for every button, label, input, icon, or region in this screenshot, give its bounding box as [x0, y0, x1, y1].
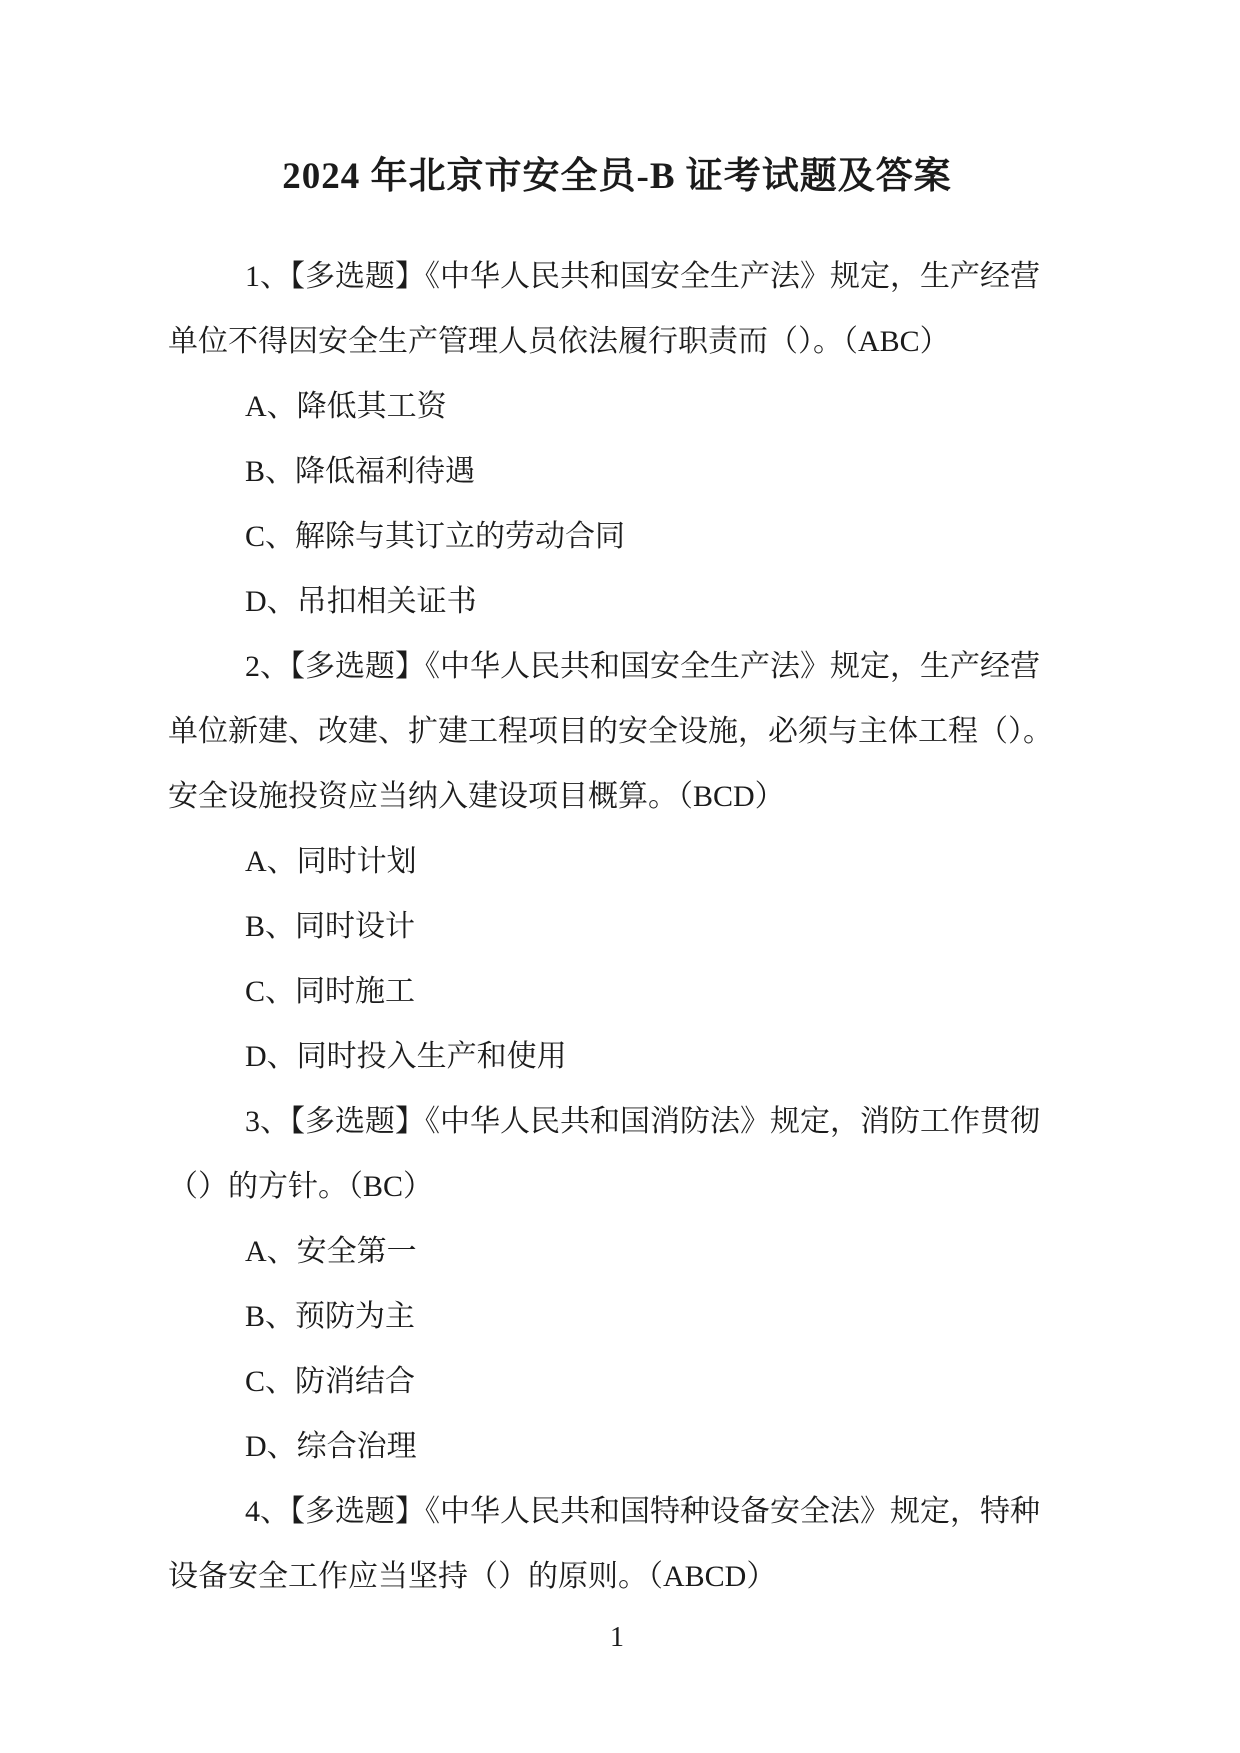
page-number: 1: [610, 1622, 624, 1653]
question-1-option-d: D、吊扣相关证书: [245, 585, 477, 618]
question-2-option-b: B、同时设计: [245, 910, 416, 943]
question-2-stem-line-2: 单位新建、改建、扩建工程项目的安全设施，必须与主体工程（）。: [168, 715, 1053, 748]
question-3-option-d: D、综合治理: [245, 1430, 417, 1463]
question-2-option-a: A、同时计划: [245, 845, 417, 878]
question-2-option-d: D、同时投入生产和使用: [245, 1040, 567, 1073]
question-3-option-b: B、预防为主: [245, 1300, 416, 1333]
question-1-option-c: C、解除与其订立的劳动合同: [245, 520, 626, 553]
question-4-stem-line-1: 4、【多选题】《中华人民共和国特种设备安全法》规定，特种: [245, 1495, 1040, 1528]
question-2-stem-line-3: 安全设施投资应当纳入建设项目概算。（BCD）: [168, 780, 785, 813]
question-2-stem-line-1: 2、【多选题】《中华人民共和国安全生产法》规定，生产经营: [245, 650, 1040, 683]
question-3: [168, 1089, 1066, 1479]
question-3-option-c: C、防消结合: [245, 1365, 416, 1398]
question-4: [168, 1479, 1066, 1609]
question-2: [168, 634, 1066, 1089]
question-1-option-a: A、降低其工资: [245, 390, 447, 423]
question-3-option-a: A、安全第一: [245, 1235, 417, 1268]
question-2-option-c: C、同时施工: [245, 975, 416, 1008]
question-1-option-b: B、降低福利待遇: [245, 455, 476, 488]
document-title: 2024 年北京市安全员-B 证考试题及答案: [282, 156, 952, 197]
question-1: [168, 244, 1066, 634]
question-4-stem-line-2: 设备安全工作应当坚持（）的原则。（ABCD）: [168, 1560, 777, 1593]
document-content: [0, 142, 1066, 1667]
question-1-stem-line-1: 1、【多选题】《中华人民共和国安全生产法》规定，生产经营: [245, 260, 1040, 293]
question-3-stem-line-2: （）的方针。（BC）: [168, 1170, 434, 1203]
question-1-stem-line-2: 单位不得因安全生产管理人员依法履行职责而（）。（ABC）: [168, 325, 950, 358]
question-3-stem-line-1: 3、【多选题】《中华人民共和国消防法》规定，消防工作贯彻: [245, 1105, 1040, 1138]
